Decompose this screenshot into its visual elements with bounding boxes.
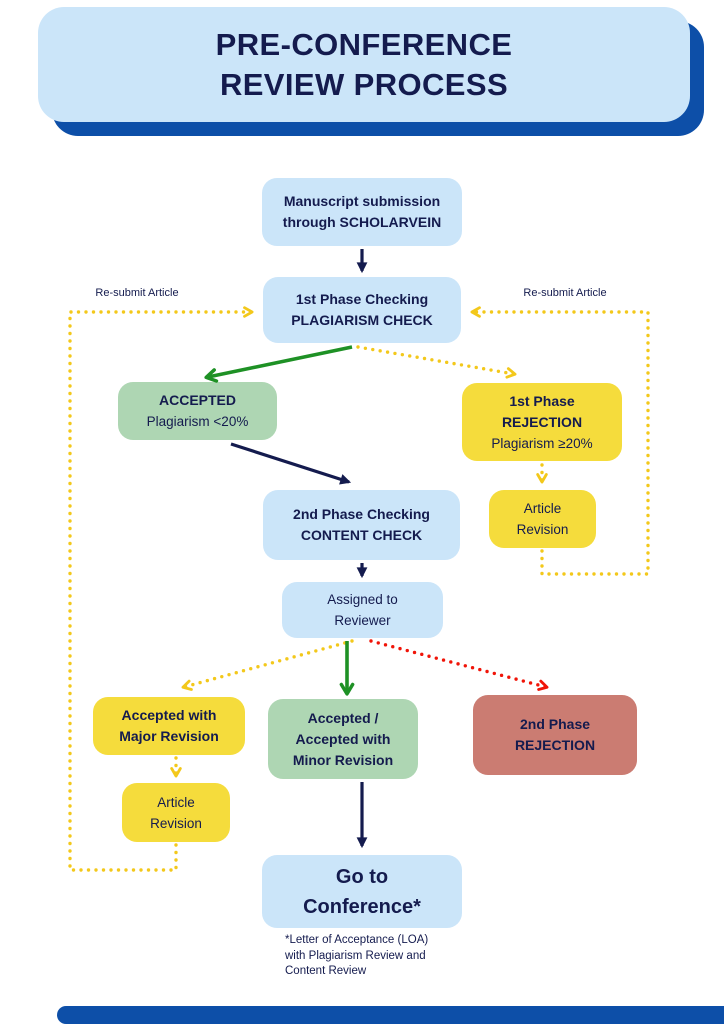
footnote-line: *Letter of Acceptance (LOA) [285, 934, 429, 946]
node-manuscript-submission [262, 178, 462, 246]
node-text: Major Revision [119, 728, 219, 744]
node-text: through SCHOLARVEIN [282, 214, 442, 230]
resubmit-article-label-left: Re-submit Article [95, 287, 179, 299]
node-2nd-phase-rejection [473, 695, 637, 775]
footnote-line: with Plagiarism Review and [285, 949, 426, 962]
footer-accent-bar [57, 1006, 724, 1024]
node-article-revision-right [489, 490, 596, 548]
node-1st-phase-rejection [462, 383, 622, 461]
resubmit-article-label-right: Re-submit Article [523, 287, 607, 299]
node-text: Manuscript submission [283, 193, 441, 209]
node-text: Conference* [303, 895, 421, 918]
footnote-line: Content Review [285, 965, 367, 977]
node-go-to-conference [262, 855, 462, 928]
node-text: CONTENT CHECK [300, 527, 423, 543]
node-text: Plagiarism <20% [146, 414, 249, 429]
page-title-line1: PRE-CONFERENCE [215, 26, 513, 62]
node-text: Accepted / [307, 709, 379, 726]
node-text: 1st Phase [509, 392, 575, 409]
node-accepted-minor-revision [268, 699, 418, 779]
node-text: Minor Revision [292, 751, 394, 768]
node-2nd-phase-checking [263, 490, 460, 560]
node-article-revision-left [122, 783, 230, 842]
node-text: 1st Phase Checking [295, 291, 429, 307]
arrow-phase1-to-accepted [208, 347, 352, 377]
node-text: REJECTION [514, 737, 596, 753]
node-text: Assigned to [327, 592, 398, 607]
node-text: ACCEPTED [158, 392, 236, 408]
node-text: 2nd Phase Checking [293, 506, 430, 522]
node-text: REJECTION [501, 413, 583, 430]
node-accepted [118, 382, 277, 440]
node-text: 2nd Phase [519, 716, 591, 732]
page-title-line2: REVIEW PROCESS [219, 66, 509, 102]
arrow-accepted-to-phase2 [231, 444, 349, 482]
node-text: Article [157, 794, 195, 810]
node-text: Accepted with [295, 730, 391, 747]
arrow-phase1-to-rejection1 [358, 347, 514, 374]
node-text: Go to [335, 865, 389, 888]
node-text: Revision [150, 815, 202, 831]
arrow-assigned-to-major-revision [184, 641, 352, 687]
footnote [285, 933, 428, 980]
node-assigned-to-reviewer [282, 582, 443, 638]
node-text: PLAGIARISM CHECK [291, 312, 433, 328]
node-text: Plagiarism ≥20% [491, 435, 593, 451]
node-text: Reviewer [334, 613, 391, 628]
node-text: Accepted with [121, 707, 217, 723]
arrow-assigned-to-rejection2 [371, 641, 546, 687]
header-card [38, 7, 690, 122]
node-text: Article [523, 501, 562, 516]
node-text: Revision [516, 522, 569, 537]
node-accepted-major-revision [93, 697, 245, 755]
node-1st-phase-checking [263, 277, 461, 343]
